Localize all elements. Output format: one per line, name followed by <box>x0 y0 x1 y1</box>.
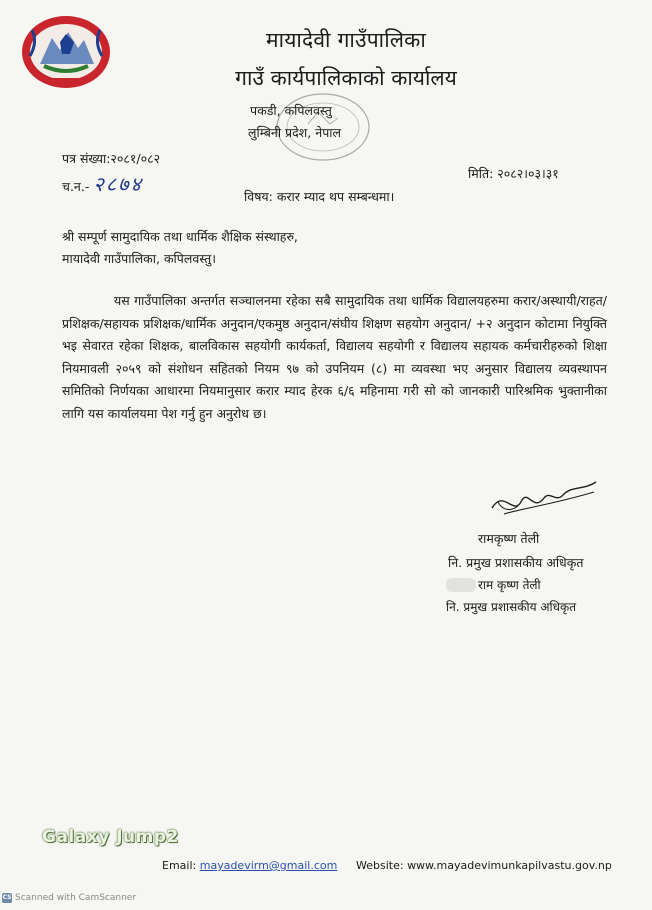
scanner-credit <box>2 893 136 903</box>
website-label: Website: <box>356 859 404 872</box>
dispatch-label: च.न.- <box>62 179 90 194</box>
municipality-name: मायादेवी गाउँपालिका <box>266 28 426 52</box>
email-label: Email: <box>162 859 197 872</box>
address-line-1: पकडी, कपिलवस्तु <box>250 103 332 118</box>
ink-smudge <box>446 578 476 592</box>
dispatch-number <box>62 170 143 197</box>
letter-number: पत्र संख्या:२०८१/०८२ <box>62 151 161 166</box>
footer-email <box>162 859 337 872</box>
letter-date: मिति: २०८२।०३।३१ <box>468 166 559 181</box>
handwritten-signature-icon <box>484 478 604 526</box>
signatory-designation: नि. प्रमुख प्रशासकीय अधिकृत <box>448 555 584 570</box>
footer-website <box>356 859 612 872</box>
letter-subject: विषय: करार म्याद थप सम्बन्धमा। <box>244 189 395 204</box>
office-name: गाउँ कार्यपालिकाको कार्यालय <box>235 66 457 90</box>
camscanner-icon: CS <box>2 894 12 901</box>
stamp-designation: नि. प्रमुख प्रशासकीय अधिकृत <box>446 600 577 614</box>
letter-body-text: यस गाउँपालिका अन्तर्गत सञ्चालनमा रहेका सबै सामुदायिक तथा धार्मिक विद्यालयहरुमा करार/अस्थायी/राहत/प्रशिक्षक/सहायक प्रशिक्षक/धार्मिक अनुदान/एकमुष्ठ अनुदान/संघीय शिक्षण सहयोग अनुदान/ +२ अनुदान कोटामा नियुक्ति भइ सेवारत रहेका शिक्षक, बालविकास सहयोगी कार्यकर्ता, विद्यालय सहयोगी र विद्यालय सहायक कर्मचारीहरुको शिक्षा नियमावली २०५९ को संशोधन सहितको नियम ९७ को उपनियम (८) मा व्यवस्था भए अनुसार विद्यालय व्यवस्थापन समितिको निर्णयका आधारमा नियमानुसार करार म्याद हेरक ६/६ महिनामा गरी सो को जानकारी पारिश्रमिक भुक्तानीका लागि यस कार्यालयमा पेश गर्नु हुन अनुरोध छ। <box>62 293 607 421</box>
signatory-name: रामकृष्ण तेली <box>478 531 540 546</box>
device-watermark: Galaxy Jump2 <box>42 827 179 847</box>
dispatch-number-handwritten: २८७४ <box>93 172 143 196</box>
addressee-line-2: मायादेवी गाउँपालिका, कपिलवस्तु। <box>62 251 217 266</box>
address-line-2: लुम्बिनी प्रदेश, नेपाल <box>248 125 342 140</box>
scanner-label: Scanned with CamScanner <box>15 893 137 903</box>
website-link[interactable]: www.mayadevimunkapilvastu.gov.np <box>407 859 612 872</box>
addressee-line-1: श्री सम्पूर्ण सामुदायिक तथा धार्मिक शैक्षिक संस्थाहरु, <box>62 229 298 244</box>
stamp-name: राम कृष्ण तेली <box>478 578 541 592</box>
email-link[interactable]: mayadevirm@gmail.com <box>199 859 338 872</box>
letter-body <box>62 290 607 425</box>
